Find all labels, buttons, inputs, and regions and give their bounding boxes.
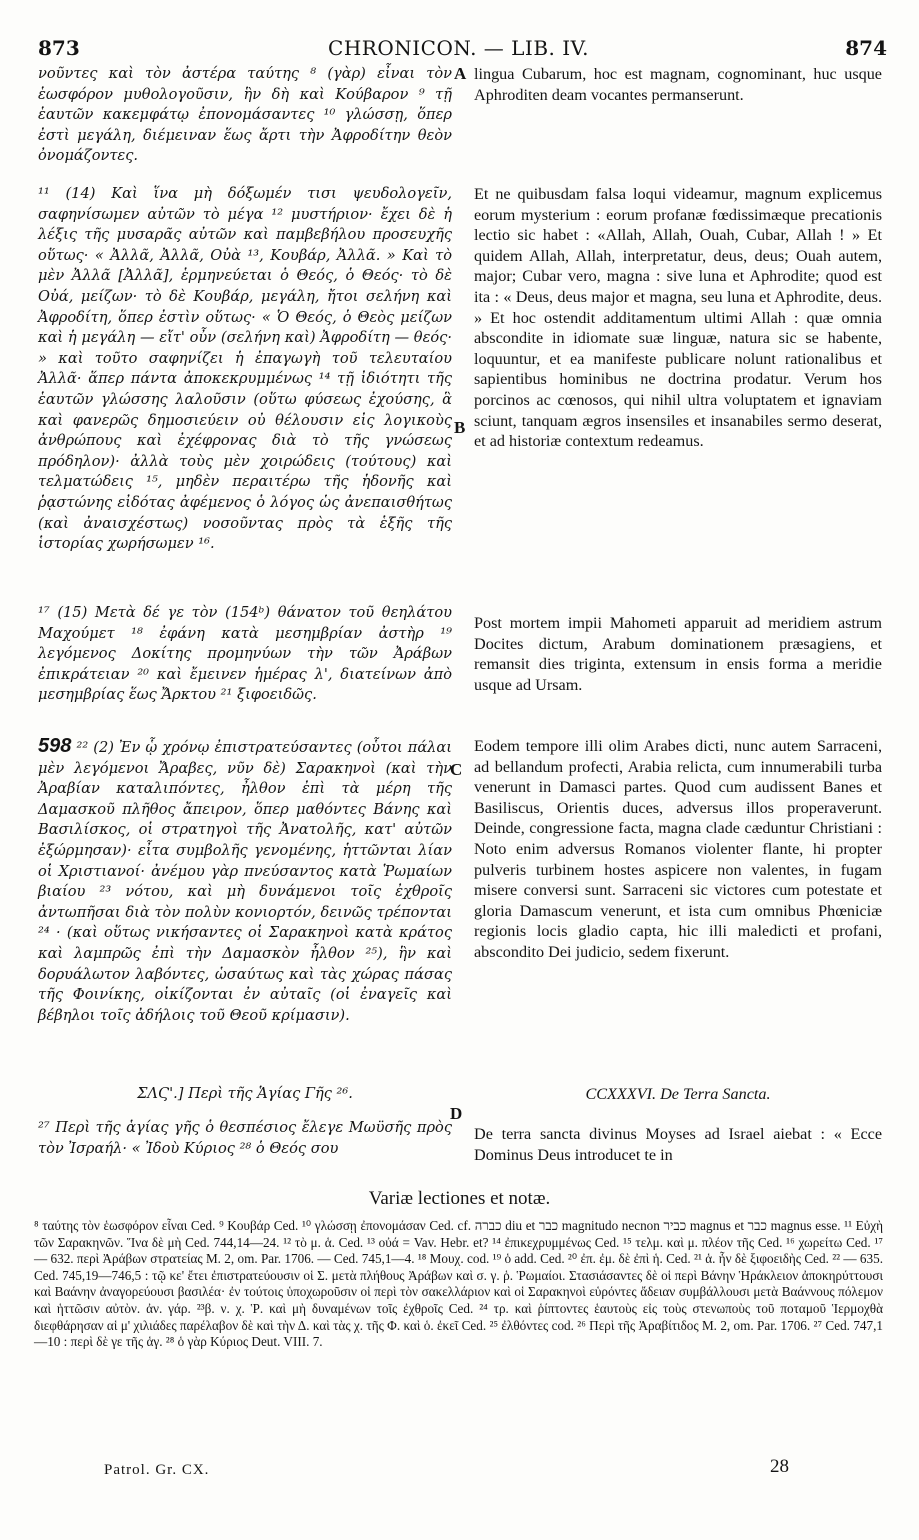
margin-marker-b: B xyxy=(454,418,466,437)
latin-para-4: Eodem tempore illi olim Arabes dicti, nunc autem Sarraceni, ad bellandum profecti, Arabia relicta, cum innumerabili turba venerunt in Damasci partes. Quod cum audissent Banes et Basiliscus, Orientis duces, adversus illos properaverunt. Deinde, congressione facta, magna clade cæduntur Christiani : Noto enim adversus Romanos violenter flante, hi propter pulveris turbinem hostes aspicere non valentes, in fugam misere conversi sunt. Sarraceni sic victores cum potestate et gloria Damascum venerunt, et ista cum omnibus Phœniciæ regionis locis gladio capta, hic illi maledicti et profani, abscondito Dei judicio, sedem fixerunt. xyxy=(474,737,882,961)
latin-para-5: De terra sancta divinus Moyses ad Israel aiebat : « Ecce Dominus Deus introducet te in xyxy=(474,1125,882,1164)
greek-col-3 xyxy=(38,603,452,706)
latin-col-6 xyxy=(474,1124,882,1165)
latin-para-3: Post mortem impii Mahometi apparuit ad meridiem astrum Docites dictum, Arabum dominationem præsagiens, et remansit dies triginta, extensum in ensis forma a meridie usque ad Ursam. xyxy=(474,614,882,694)
footer-left: Patrol. Gr. CX. xyxy=(104,1462,210,1478)
greek-para-5: ²⁷ Περὶ τῆς ἁγίας γῆς ὁ θεσπέσιος ἔλεγε Μωϋσῆς πρὸς τὸν Ἰσραήλ· « Ἰδοὺ Κύριος ²⁸ ὁ Θεός σου xyxy=(38,1119,452,1157)
page-number-right: 874 xyxy=(845,36,887,60)
latin-section-title: CCXXXVI. De Terra Sancta. xyxy=(585,1085,771,1103)
section-number: 598 xyxy=(38,735,72,757)
greek-col-2 xyxy=(38,184,452,555)
latin-para-1: lingua Cubarum, hoc est magnam, cognominant, huc usque Aphroditen deam vocantes permanserunt. xyxy=(474,65,882,104)
margin-marker-a: A xyxy=(454,64,467,83)
notes-block xyxy=(34,1218,883,1351)
margin-marker-d: D xyxy=(450,1104,463,1123)
greek-para-4: ²² (2) Ἐν ᾧ χρόνῳ ἐπιστρατεύσαντες (οὗτοι πάλαι μὲν λεγόμενοι Ἄραβες, νῦν δὲ) Σαρακηνοὶ (καὶ τὴν Ἀραβίαν καταλιπόντες, ἦλθον ἐπὶ τὰ μέρη τῆς Δαμασκοῦ πλῆθος ἄπειρον, ὅπερ μαθόντες Βάνης καὶ Βασιλίσκος, οἱ στρατηγοὶ τῆς Ἀνατολῆς, κατ' αὐτῶν ἐξώρμησαν)· εἶτα συμβολῆς γενομένης, ἡττῶνται λίαν οἱ Χριστιανοί· ἀνέμου γὰρ πνεύσαντος κατὰ Ῥωμαίων βιαίου ²³ νότου, καὶ μὴ δυνάμενοι τοῖς ἐχθροῖς ἀντωπῆσαι διὰ τὸν πολὺν κονιορτόν, δεινῶς τρέπονται ²⁴ · (καὶ οὕτως νικήσαντες οἱ Σαρακηνοὶ κατὰ κράτος καὶ λαμπρῶς ἐπὶ τὴν Δαμασκὸν ἦλθον ²⁵), ἣν καὶ δορυάλωτον λαβόντες, ὡσαύτως καὶ τὰς χώρας πάσας τῆς Φοινίκης, οἰκίζονται ἐν αὐταῖς (οἱ ἐναγεῖς καὶ βέβηλοι τοῖς ἀδήλοις τοῦ Θεοῦ κρίμασιν). xyxy=(38,739,452,1024)
greek-para-1: νοῦντες καὶ τὸν ἀστέρα ταύτης ⁸ (γὰρ) εἶναι τὸν ἑωσφόρον μυθολογοῦσιν, ἣν δὴ καὶ Κούβαρον ⁹ τῇ ἑαυτῶν κακεμφάτῳ ἐπονομάσαντες ¹⁰ γλώσσῃ, ὅπερ ἐστὶ μεγάλη, διέμειναν ἕως ἄρτι τὴν Ἀφροδίτην θεὸν ὀνομάζοντες. xyxy=(38,65,452,165)
greek-col-5 xyxy=(38,1084,452,1105)
footer-right: 28 xyxy=(770,1456,789,1477)
page-header xyxy=(30,36,887,60)
running-title: CHRONICON. — LIB. IV. xyxy=(328,36,589,60)
greek-col-4 xyxy=(38,736,452,1026)
greek-col-6 xyxy=(38,1118,452,1159)
greek-para-3: ¹⁷ (15) Μετὰ δέ γε τὸν (154ᵇ) θάνατον τοῦ θεηλάτου Μαχούμετ ¹⁸ ἐφάνη κατὰ μεσημβρίαν ἀστὴρ ¹⁹ λεγόμενος Δοκίτης προμηνύων τὴν τῶν Ἀράβων ἐπικράτειαν ²⁰ καὶ ἔμεινεν ἡμέρας λ', διατείνων ἀπὸ μεσημβρίας ἕως Ἄρκτου ²¹ ξιφοειδῶς. xyxy=(38,604,452,704)
latin-col-2 xyxy=(474,184,882,452)
page-number-left: 873 xyxy=(38,36,80,60)
latin-col-4 xyxy=(474,736,882,963)
notes-text: ⁸ ταύτης τὸν ἑωσφόρον εἶναι Ced. ⁹ Κουβάρ Ced. ¹⁰ γλώσσῃ ἐπονομάσαν Ced. cf. כברה diu et כבר magnitudo necnon כביר magnus et כבר magnus esse. ¹¹ Εὐχὴ τῶν Σαρακηνῶν. Ἵνα δὲ μὴ Ced. 744,14—24. ¹² τὸ μ. ἁ. Ced. ¹³ οὐά = Vav. Hebr. et? ¹⁴ ἐπικεχρυμμένως Ced. ¹⁵ τελμ. καὶ μ. πλέον τῆς Ced. ¹⁶ χωρείτω Ced. ¹⁷ — 632. περὶ Ἀράβων στρατείας M. 2, om. Par. 1706. — Ced. 745,1—4. ¹⁸ Μουχ. cod. ¹⁹ ὁ add. Ced. ²⁰ ἐπ. ἐμ. δὲ ἐπὶ ἡ. Ced. ²¹ ἁ. ἦν δὲ ξιφοειδὴς Ced. ²² — 635. Ced. 745,19—746,5 : τῷ κε' ἔτει ἐπιστρατεύουσιν οἱ Σ. μετὰ πλήθους Ἀράβων καὶ σ. γ. ῥ. Ῥωμαίοι. Στασιάσαντες δὲ οἱ περὶ Βάνην Ἡράκλειον ἀποκηρύττουσι καὶ Βαάνην ἀναγορεύουσι βασιλέα· ἐν τούτοις ὑποχωροῦσιν οἱ περὶ τὸν σακελλάριον καὶ οἱ Σαρακηνοὶ εὑρόντες ἄδειαν συμβάλλουσι μετὰ Βαάννους πόλεμον καὶ ἡττῶσιν αὐτὸν. ἀν. γάρ. ²³β. ν. χ. Ῥ. καὶ μὴ δυναμένων τοῖς ἐχθροῖς Ced. ²⁴ τρ. καὶ ῥίπτοντες ἑαυτοὺς εἰς τοὺς στενωποὺς τοῦ ποταμοῦ Ἱερμοχθὰ διεφθάρησαν αἱ μ' χιλιάδες παρέλαβον δὲ καὶ τὴν Δ. καὶ τὰς χ. τῆς Φ. καὶ ὁ. ἐκεῖ Ced. ²⁵ ἐλθόντες cod. ²⁶ Περὶ τῆς Ἀραβίτιδος M. 2, om. Par. 1706. ²⁷ Ced. 747,1—10 : περὶ δὲ γε τῆς ἁγ. ²⁸ ὁ γὰρ Κύριος Deut. VIII. 7. xyxy=(34,1218,883,1350)
greek-col-1 xyxy=(38,64,452,167)
latin-para-2: Et ne quibusdam falsa loqui videamur, magnum explicemus eorum mysterium : eorum profanæ fœdissimæque precationis lectio sic habet : «Allah, Allah, Ouah, Cubar, Allah ! » Et quidem Allah, Allah, interpretatur, deus, deus; Ouah autem, major; Cubar vero, magna : sive luna et Aphrodite; quod est ita : « Deus, deus major et magna, seu luna et Aphrodite, deus. » Et hoc ostendit additamentum ultimi Allah : quæ omnia abscondite in idiomate suæ linguæ, natura sic se habente, loquuntur, et ea manifeste publicare nolunt rationalibus et sapientibus hominibus ne doctrina prodatur. Verum hos porcinos ac cœnosos, qui nihil ultra voluptatem et ignaviam sciunt, tanquam ægros insensiles et insanabiles sermo deserat, et ad historiæ contextum redeamus. xyxy=(474,185,882,451)
margin-marker-c: C xyxy=(450,760,463,779)
latin-col-3 xyxy=(474,613,882,695)
latin-col-5 xyxy=(474,1084,882,1105)
latin-col-1 xyxy=(474,64,882,105)
greek-para-2: ¹¹ (14) Καὶ ἵνα μὴ δόξωμέν τισι ψευδολογεῖν, σαφηνίσωμεν αὐτῶν τὸ μέγα ¹² μυστήριον· ἔχει δὲ ἡ λέξις τῆς μυσαρᾶς αὐτῶν καὶ παμβεβήλου προσευχῆς οὕτως· « Ἀλλᾶ, Ἀλλᾶ, Οὐὰ ¹³, Κουβάρ, Ἀλλᾶ. » Καὶ τὸ μὲν Ἀλλᾶ [Ἀλλᾶ], ἑρμηνεύεται ὁ Θεός, ὁ Θεός· τὸ δὲ Οὐά, μείζων· τὸ δὲ Κουβάρ, μεγάλη, ἤτοι σελήνη καὶ Ἀφροδίτη, ὅπερ ἐστὶν οὕτως· « Ὁ Θεός, ὁ Θεὸς μείζων καὶ ἡ μεγάλη — εἴτ' οὖν (σελήνη καὶ) Ἀφροδίτη — θεός· » καὶ τοῦτο σαφηνίζει ἡ ἐπαγωγὴ τοῦ τελευταίου Ἀλλᾶ· ἅπερ πάντα ἀποκεκρυμμένως ¹⁴ τῇ ἰδιότητι τῆς ἑαυτῶν γλώσσης λαλοῦσιν (οὕτω φύσεως ἐχούσης, ἃ καὶ φανερῶς δημοσιεύειν οὐ θέλουσιν εἰς λογικοὺς ἀνθρώπους καὶ ἐχέφρονας διὰ τὸ τῆς γνώσεως πρόδηλον)· ἀλλὰ τοὺς μὲν χοιρώδεις (τούτους) καὶ τελματώδεις ¹⁵, μηδὲν περαιτέρω τῆς ἡδονῆς καὶ ῥᾳστώνης εἰδότας ἀφέμενος ὁ λόγος ὡς ἀνεπαισθήτως (καὶ ἀναισχέστως) νοσοῦντας πρὸς τὰ ἑξῆς τῆς ἱστορίας χωρήσωμεν ¹⁶. xyxy=(38,185,452,553)
greek-section-title: ΣΛϚ'.] Περὶ τῆς Ἁγίας Γῆς ²⁶. xyxy=(137,1085,353,1102)
notes-heading: Variæ lectiones et notæ. xyxy=(368,1188,551,1209)
